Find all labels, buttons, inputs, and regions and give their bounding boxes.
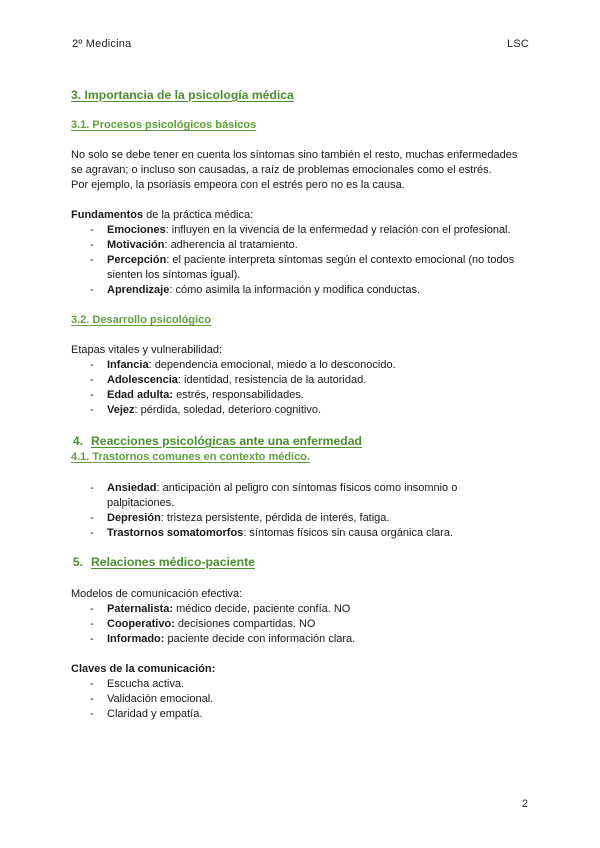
claves-list: [71, 677, 536, 722]
list-item: - Aprendizaje: cómo asimila la información y modifica conductas.: [90, 284, 421, 296]
section-4-title-text: Reacciones psicológicas ante una enfermedad: [91, 434, 362, 448]
list-item: - Emociones: influyen en la vivencia de la enfermedad y relación con el profesional.: [90, 224, 511, 236]
list-item: - Infancia: dependencia emocional, miedo a lo desconocido.: [90, 359, 396, 371]
etapas-list: [71, 358, 536, 418]
trastornos-list: [71, 481, 536, 541]
list-item: - Depresión: tristeza persistente, pérdida de interés, fatiga.: [90, 512, 390, 524]
section-5-title-text: Relaciones médico-paciente: [91, 555, 255, 569]
section-5-number: 5.: [72, 555, 83, 569]
list-item: - Ansiedad: anticipación al peligro con síntomas físicos como insomnio o palpitaciones.: [90, 482, 458, 509]
list-item: - Adolescencia: identidad, resistencia de la autoridad.: [90, 374, 367, 386]
fundamentos-list: [71, 223, 536, 298]
list-item: - Trastornos somatomorfos: síntomas físicos sin causa orgánica clara.: [90, 527, 454, 539]
list-item: - Validación emocional.: [90, 693, 214, 705]
fundamentos-rest: de la práctica médica:: [143, 209, 254, 221]
list-item: - Claridad y empatía.: [90, 708, 203, 720]
list-item: - Edad adulta: estrés, responsabilidades.: [90, 389, 304, 401]
header-course: 2º Medicina: [72, 38, 132, 50]
claves-title: Claves de la comunicación:: [71, 663, 216, 675]
section-3-2-title: 3.2. Desarrollo psicológico: [71, 314, 211, 326]
section-4-title: [71, 432, 536, 450]
modelos-list: [71, 602, 536, 647]
header-initials: LSC: [507, 38, 529, 50]
list-item: - Vejez: pérdida, soledad, deterioro cognitivo.: [90, 404, 322, 416]
page-number: 2: [521, 798, 528, 810]
etapas-intro: Etapas vitales y vulnerabilidad:: [71, 344, 223, 356]
section-3-1-title: 3.1. Procesos psicológicos básicos: [71, 119, 257, 131]
paragraph-line: No solo se debe tener en cuenta los síntomas sino también el resto, muchas enfermedades: [71, 149, 518, 161]
section-4-1-title: 4.1. Trastornos comunes en contexto médico.: [71, 451, 311, 463]
section-4-number: 4.: [72, 434, 83, 448]
section-3-1-paragraph: [71, 148, 536, 193]
paragraph-line: Por ejemplo, la psoriasis empeora con el estrés pero no es la causa.: [71, 179, 405, 191]
list-item: - Informado: paciente decide con información clara.: [90, 633, 356, 645]
list-item: - Paternalista: médico decide, paciente confía. NO: [90, 603, 351, 615]
modelos-intro: Modelos de comunicación efectiva:: [71, 588, 243, 600]
paragraph-line: se agravan; o incluso son causadas, a raíz de problemas emocionales como el estrés.: [71, 164, 492, 176]
list-item: - Escucha activa.: [90, 678, 185, 690]
list-item: - Motivación: adherencia al tratamiento.: [90, 239, 298, 251]
section-3-title: 3. Importancia de la psicología médica: [71, 88, 294, 102]
list-item: - Percepción: el paciente interpreta síntomas según el contexto emocional (no todos sienten los síntomas igual).: [90, 254, 515, 281]
list-item: - Cooperativo: decisiones compartidas. NO: [90, 618, 316, 630]
document-body: [71, 86, 536, 722]
section-5-title: [71, 553, 536, 571]
fundamentos-intro: [71, 208, 536, 223]
fundamentos-bold: Fundamentos: [71, 209, 144, 221]
